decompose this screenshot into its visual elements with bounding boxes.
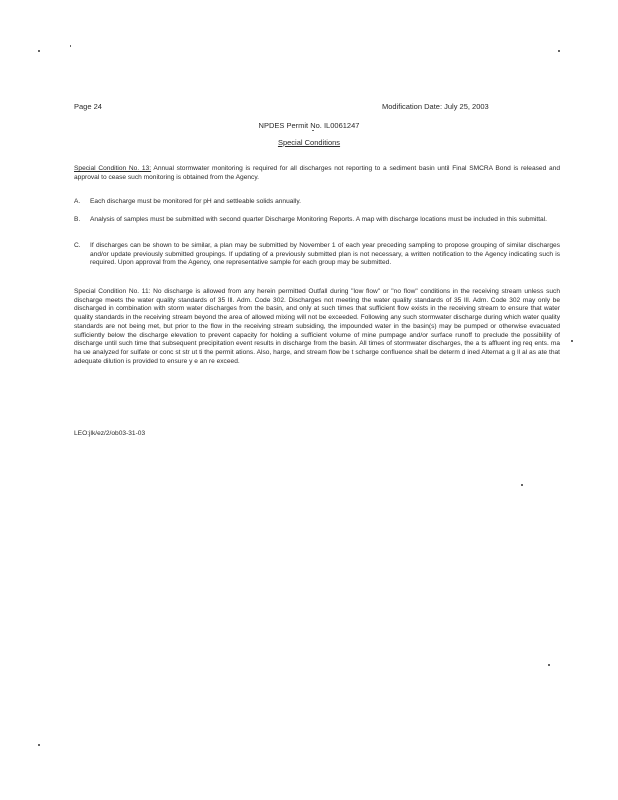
scan-speck <box>558 50 560 52</box>
scan-speck <box>38 744 40 746</box>
reference-footer: LEO:jlk/ez/2/ob03-31-03 <box>74 430 146 437</box>
condition-11-body: No discharge is allowed from any herein permitted Outfall during "low flow" or "no flow" conditions in the receiving stream unless such discharge meets the water quality standards of 35 Ill. Adm. Code 302. Discharges not meeting the water quality standards of 35 Ill. Adm. Code 302 may only be discharged in combination with storm water discharges from the basin, and only at such times that sufficient flow exists in the receiving stream to ensure that water quality standards in the receiving stream beyond the area of allowed mixing will not be exceeded. Following any such stormwater discharge during which water quality standards are not being met, but prior to the flow in the receiving stream subsiding, the impounded water in the basin(s) may be pumped or otherwise evacuated sufficiently below the discharge elevation to prevent capacity for holding a sufficient volume of mine pumpage and/or surface runoff to preclude the possibility of discharge until such time that subsequent precipitation event results in discharge from the basin. All times of stormwater discharges, the a ts affluent ing req ents. ma ha ue analyzed for sulfate or conc st str ut ti the permit ations. Also, harge, and stream flow be t scharge confluence shall be determ d ined Alternat a g ll al as ate that adequate dilution is provided to ensure y e an re exceed. <box>74 288 560 365</box>
item-letter: C. <box>74 242 81 249</box>
modification-date: Modification Date: July 25, 2003 <box>382 102 489 111</box>
special-condition-11 <box>74 288 560 366</box>
scan-speck <box>571 340 573 342</box>
item-text: Each discharge must be monitored for pH and settleable solids annually. <box>90 198 301 205</box>
page-number: Page 24 <box>74 102 102 111</box>
permit-number: NPDES Permit No. IL0061247 <box>258 121 360 130</box>
item-letter: B. <box>74 216 81 223</box>
condition-13-body: Annual stormwater monitoring is required for all discharges not reporting to a sediment basin until Final SMCRA Bond is released and approval to cease such monitoring is obtained from the Agency. <box>74 165 560 181</box>
condition-11-label: Special Condition No. 11: <box>74 288 151 295</box>
scan-speck <box>70 45 71 47</box>
section-heading: Special Conditions <box>277 138 341 147</box>
scan-speck <box>521 484 523 486</box>
special-condition-13 <box>74 165 560 182</box>
scan-speck <box>38 50 40 52</box>
item-text: If discharges can be shown to be similar, a plan may be submitted by November 1 of each year preceding sampling to propose grouping of similar discharges and/or update previously submitted groupings. If updating of a previously submitted plan is not necessary, a written notification to the Agency indicating such is required. Upon approval from the Agency, one representative sample for each group may be submitted. <box>90 242 560 267</box>
scan-speck <box>312 130 314 131</box>
item-letter: A. <box>74 198 81 205</box>
condition-13-label: Special Condition No. 13: <box>74 165 152 172</box>
item-text: Analysis of samples must be submitted with second quarter Discharge Monitoring Reports. A map with discharge locations must be included in this submittal. <box>90 216 548 223</box>
scan-speck <box>548 664 550 666</box>
